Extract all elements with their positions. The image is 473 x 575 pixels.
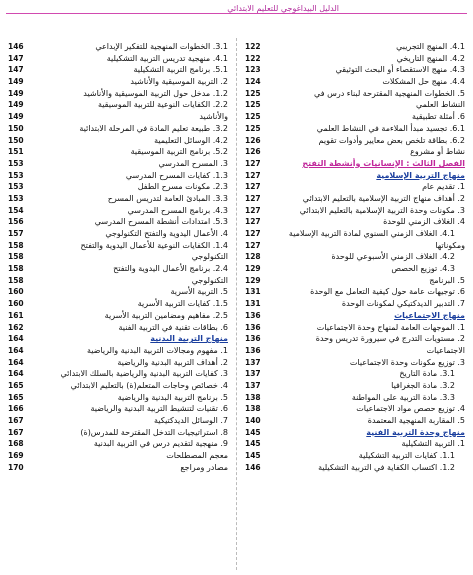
toc-entry bbox=[6, 403, 232, 415]
toc-page-number: 136 bbox=[245, 322, 261, 332]
toc-entry bbox=[243, 111, 469, 123]
toc-page-number: 149 bbox=[8, 100, 24, 110]
toc-right-column bbox=[243, 41, 469, 473]
toc-entry-title: منهاج وحدة التربية الفنية bbox=[366, 427, 465, 437]
toc-entry bbox=[6, 76, 232, 88]
toc-page-number: 125 bbox=[245, 100, 261, 110]
toc-entry-title: 4.1. المنهج التجريبي bbox=[396, 42, 465, 51]
toc-page-number: 127 bbox=[245, 229, 261, 238]
toc-entry bbox=[6, 345, 232, 357]
toc-entry bbox=[243, 275, 469, 287]
toc-entry-title: الاجتماعيات bbox=[426, 345, 465, 355]
toc-entry bbox=[243, 135, 469, 147]
toc-entry bbox=[6, 380, 232, 392]
toc-section-heading bbox=[6, 333, 232, 345]
toc-entry-title: 2. مستويات التدرج في سيرورة تدريس وحدة bbox=[315, 334, 465, 344]
toc-entry-title: 3.3. المبادئ العامة لتدريس المسرح bbox=[107, 193, 228, 203]
toc-entry bbox=[243, 146, 469, 158]
toc-page-number: 146 bbox=[8, 42, 24, 51]
toc-entry bbox=[6, 216, 232, 228]
toc-entry-title: 4.4. منهج حل المشكلات bbox=[382, 77, 465, 87]
toc-entry-title: 2. أهداف منهاج التربية الإسلامية بالتعليم الابتدائي bbox=[302, 193, 465, 203]
toc-entry bbox=[6, 88, 232, 100]
toc-entry-title: 3.1. الخطوات المنهجية للتفكير الإبداعي bbox=[95, 42, 228, 51]
toc-entry-title: 4.1. منهجية تدريس التربية التشكيلية bbox=[106, 53, 228, 63]
toc-entry bbox=[6, 228, 232, 240]
toc-entry bbox=[243, 368, 469, 380]
toc-entry bbox=[243, 263, 469, 275]
toc-page-number: 129 bbox=[245, 275, 261, 285]
toc-entry bbox=[6, 53, 232, 65]
toc-entry-title: 9. منهجية لتقديم درس في التربية البدنية bbox=[93, 439, 228, 449]
toc-entry-title: 7. الوسائل الديدكتيكية bbox=[154, 416, 228, 425]
toc-entry bbox=[243, 380, 469, 392]
toc-entry-title: والأناشيد bbox=[199, 112, 228, 122]
toc-entry-title: 5.3. امتدادات أنشطة المسرح المدرسي bbox=[94, 217, 228, 227]
toc-entry-title: 7. التدبير الديدكتيكي لمكونات الوحدة bbox=[341, 299, 465, 309]
toc-entry-title: 4.1. الغلاف الزمني السنوي لمادة التربية الإسلامية bbox=[288, 229, 455, 238]
toc-page-number: 127 bbox=[245, 205, 261, 215]
toc-entry-title: منهاج التربية الإسلامية bbox=[376, 170, 465, 180]
toc-page-number: 122 bbox=[245, 53, 261, 63]
toc-entry bbox=[6, 64, 232, 76]
toc-entry-title: 3.3. مادة التربية على المواطنة bbox=[351, 392, 455, 402]
toc-entry bbox=[243, 41, 469, 53]
toc-entry bbox=[243, 240, 469, 252]
toc-entry-title: الفصل الثالث : الإنسانيات وأنشطة التفتح bbox=[302, 158, 465, 168]
toc-entry bbox=[243, 123, 469, 135]
toc-page-number: 166 bbox=[8, 404, 24, 414]
toc-entry-title: 6. توجيهات عامة حول كيفية التعامل مع الوحدة bbox=[310, 287, 465, 297]
toc-page-number: 125 bbox=[245, 112, 261, 122]
toc-entry-title: 1.1. كفايات التربية التشكيلية bbox=[358, 451, 455, 461]
toc-entry-title: 5. المقاربة المنهجية المعتمدة bbox=[367, 416, 465, 425]
toc-entry bbox=[243, 216, 469, 228]
toc-entry-title: 6.1. تجسيد مبدأ الملاءمة في النشاط العلمي bbox=[316, 123, 465, 133]
toc-page-number: 127 bbox=[245, 182, 261, 192]
toc-entry bbox=[243, 205, 469, 217]
toc-entry-title: 2. أهداف التربية البدنية والرياضية bbox=[117, 357, 228, 367]
toc-page-number: 136 bbox=[245, 334, 261, 344]
toc-entry bbox=[6, 415, 232, 427]
toc-entry bbox=[6, 450, 232, 462]
toc-entry bbox=[243, 333, 469, 345]
toc-entry-title: 1.3. كفايات المسرح المدرسي bbox=[125, 170, 228, 180]
toc-entry bbox=[243, 53, 469, 65]
toc-entry bbox=[243, 193, 469, 205]
toc-page-number: 156 bbox=[8, 217, 24, 227]
toc-page-number: 150 bbox=[8, 135, 24, 145]
toc-page-number: 154 bbox=[8, 205, 24, 215]
toc-page-number: 160 bbox=[8, 299, 24, 309]
toc-page-number: 169 bbox=[8, 451, 24, 461]
toc-entry-title: 1. تقديم عام bbox=[422, 182, 465, 192]
toc-entry bbox=[243, 403, 469, 415]
toc-entry bbox=[6, 240, 232, 252]
toc-entry bbox=[6, 170, 232, 182]
toc-entry-title: التكنولوجي bbox=[191, 275, 228, 285]
toc-entry-title: مصادر ومراجع bbox=[180, 462, 228, 472]
toc-page-number: 153 bbox=[8, 158, 24, 168]
toc-entry bbox=[6, 357, 232, 369]
toc-entry-title: 5. برنامج التربية البدنية والرياضية bbox=[117, 392, 228, 402]
toc-entry-title: معجم المصطلحات bbox=[166, 451, 228, 461]
toc-entry-title: 1. التربية التشكيلية bbox=[401, 439, 465, 449]
toc-entry bbox=[6, 205, 232, 217]
toc-entry bbox=[243, 228, 469, 240]
toc-page-number: 164 bbox=[8, 369, 24, 379]
toc-page-number: 145 bbox=[245, 451, 261, 461]
toc-entry bbox=[6, 310, 232, 322]
toc-entry-title: 4. توزيع حصص مواد الاجتماعيات bbox=[356, 404, 465, 414]
toc-entry-title: منهاج الاجتماعيات bbox=[394, 310, 465, 320]
toc-entry-title: 5. البرنامج bbox=[429, 275, 465, 285]
toc-page-number: 136 bbox=[245, 310, 261, 320]
toc-page-number: 147 bbox=[8, 65, 24, 75]
toc-page-number: 158 bbox=[8, 240, 24, 250]
toc-page-number: 158 bbox=[8, 275, 24, 285]
toc-page-number: 145 bbox=[245, 439, 261, 449]
toc-entry bbox=[243, 415, 469, 427]
toc-page-number: 146 bbox=[245, 462, 261, 472]
toc-page-number: 149 bbox=[8, 112, 24, 122]
toc-entry bbox=[243, 286, 469, 298]
toc-entry bbox=[243, 99, 469, 111]
toc-entry bbox=[6, 193, 232, 205]
toc-entry-title: 5.2. برنامج التربية الموسيقية bbox=[130, 147, 228, 157]
toc-entry-title: 1. الموجهات العامة لمنهاج وحدة الاجتماعيات bbox=[316, 322, 465, 332]
toc-entry-title: 5.1. برنامج التربية التشكيلية bbox=[133, 65, 228, 75]
toc-entry-title: 4. الغلاف الزمني للوحدة bbox=[383, 217, 465, 227]
header-rule bbox=[6, 13, 467, 14]
toc-page-number: 138 bbox=[245, 404, 261, 414]
toc-page-number: 150 bbox=[8, 123, 24, 133]
toc-page-number: 137 bbox=[245, 380, 261, 390]
toc-entry-title: 4.2. الوسائل التعليمية bbox=[154, 135, 228, 145]
toc-page-number: 140 bbox=[245, 416, 261, 425]
toc-page-number: 122 bbox=[245, 42, 261, 51]
toc-entry bbox=[6, 251, 232, 263]
toc-entry-title: 3. المسرح المدرسي bbox=[158, 158, 228, 168]
toc-entry-title: 3. توزيع مكونات وحدة الاجتماعيات bbox=[349, 357, 465, 367]
toc-entry bbox=[243, 345, 469, 357]
toc-page-number: 136 bbox=[245, 345, 261, 355]
toc-entry-title: 3. كفايات التربية البدنية والرياضية بالسلك الابتدائي bbox=[60, 369, 228, 379]
toc-entry-title: التكنولوجي bbox=[191, 252, 228, 262]
toc-page-number: 127 bbox=[245, 193, 261, 203]
toc-entry-title: 2.5. مفاهيم ومضامين التربية الأسرية bbox=[104, 310, 228, 320]
toc-page-number: 124 bbox=[245, 77, 261, 87]
toc-page-number: 167 bbox=[8, 427, 24, 437]
toc-page-number: 158 bbox=[8, 264, 24, 274]
toc-entry-title: 4. الأعمال اليدوية والتفتح التكنولوجي bbox=[105, 229, 228, 238]
toc-page-number: 126 bbox=[245, 147, 261, 157]
toc-entry-title: 6. بطاقات تقنية في التربية الفنية bbox=[118, 322, 228, 332]
toc-entry-title: 8. استراتيجيات التدخل المقترحة للمدرس(ة) bbox=[80, 427, 228, 437]
toc-entry bbox=[6, 438, 232, 450]
toc-entry bbox=[6, 111, 232, 123]
toc-page-number: 153 bbox=[8, 182, 24, 192]
toc-entry bbox=[243, 438, 469, 450]
toc-entry-title: 4.3. منهج الاستقصاء أو البحث التوثيقي bbox=[335, 65, 465, 75]
toc-entry-title: 3. مكونات وحدة التربية الإسلامية بالتعليم الابتدائي bbox=[299, 205, 465, 215]
toc-page-number: 129 bbox=[245, 264, 261, 274]
toc-entry bbox=[6, 322, 232, 334]
toc-page-number: 125 bbox=[245, 88, 261, 98]
toc-entry bbox=[6, 41, 232, 53]
toc-entry-title: 6. تقنيات لتنشيط التربية البدنية والرياضية bbox=[90, 404, 228, 414]
toc-entry bbox=[243, 450, 469, 462]
toc-page-number: 149 bbox=[8, 77, 24, 87]
toc-entry-title: 4.2. المنهج التاريخي bbox=[396, 53, 465, 63]
toc-page-number: 160 bbox=[8, 287, 24, 297]
toc-entry bbox=[243, 88, 469, 100]
toc-entry bbox=[6, 158, 232, 170]
toc-page-number: 157 bbox=[8, 229, 24, 238]
toc-page-number: 127 bbox=[245, 217, 261, 227]
column-divider bbox=[236, 38, 237, 570]
toc-entry bbox=[243, 298, 469, 310]
toc-page-number: 162 bbox=[8, 322, 24, 332]
toc-entry-title: 1.2. مدخل حول التربية الموسيقية والأناشيد bbox=[83, 88, 228, 98]
toc-entry bbox=[243, 76, 469, 88]
toc-entry bbox=[243, 181, 469, 193]
toc-entry-title: 6.2. بطاقة تلخص بعض معايير وأدوات تقويم bbox=[318, 135, 465, 145]
toc-entry-title: 3.2. مادة الجغرافيا bbox=[391, 380, 455, 390]
toc-entry-title: منهاج التربية البدنية bbox=[150, 334, 228, 344]
toc-page-number: 164 bbox=[8, 357, 24, 367]
toc-page-number: 131 bbox=[245, 299, 261, 309]
toc-section-heading bbox=[243, 427, 469, 439]
toc-entry bbox=[6, 427, 232, 439]
toc-entry bbox=[6, 392, 232, 404]
toc-entry bbox=[6, 123, 232, 135]
toc-page-number: 127 bbox=[245, 158, 261, 168]
toc-entry-title: 4.2. الغلاف الزمني الأسبوعي للوحدة bbox=[331, 252, 455, 262]
page-header bbox=[0, 0, 473, 20]
toc-page-number: 145 bbox=[245, 427, 261, 437]
toc-entry bbox=[243, 357, 469, 369]
toc-entry-title: 2. التربية الموسيقية والأناشيد bbox=[130, 77, 228, 87]
toc-section-heading bbox=[243, 170, 469, 182]
toc-page-number: 137 bbox=[245, 369, 261, 379]
toc-entry-title: النشاط العلمي bbox=[415, 100, 465, 110]
toc-page-number: 153 bbox=[8, 193, 24, 203]
toc-entry-title: 3.2. طبيعة تعليم المادة في المرحلة الابتدائية bbox=[79, 123, 228, 133]
toc-page-number: 147 bbox=[8, 53, 24, 63]
header-title: الدليل البيداغوجي للتعليم الابتدائي bbox=[223, 4, 343, 13]
toc-entry-title: 2.3. مكونات مسرح الطفل bbox=[137, 182, 228, 192]
toc-entry-title: 5. التربية الأسرية bbox=[170, 287, 228, 297]
toc-entry bbox=[6, 368, 232, 380]
toc-entry-title: 4. خصائص وحاجات المتعلم(ة) بالتعليم الابتدائي bbox=[70, 380, 228, 390]
toc-chapter-heading bbox=[243, 158, 469, 170]
toc-page-number: 164 bbox=[8, 334, 24, 344]
toc-entry bbox=[243, 64, 469, 76]
toc-entry-title: 3.1. مادة التاريخ bbox=[399, 369, 455, 379]
toc-page-number: 137 bbox=[245, 357, 261, 367]
toc-page-number: 127 bbox=[245, 170, 261, 180]
toc-entry-title: 6. أمثلة تطبيقية bbox=[412, 112, 465, 122]
toc-section-heading bbox=[243, 310, 469, 322]
toc-entry bbox=[243, 251, 469, 263]
toc-page-number: 164 bbox=[8, 345, 24, 355]
toc-page-number: 165 bbox=[8, 392, 24, 402]
toc-entry-title: 2.2. الكفايات النوعية للتربية الموسيقية bbox=[97, 100, 228, 110]
toc-page-number: 167 bbox=[8, 416, 24, 425]
toc-entry bbox=[6, 298, 232, 310]
toc-entry-title: 4.3. برنامج المسرح المدرسي bbox=[127, 205, 228, 215]
toc-page-number: 131 bbox=[245, 287, 261, 297]
toc-page-number: 128 bbox=[245, 252, 261, 262]
toc-entry bbox=[6, 135, 232, 147]
toc-page-number: 126 bbox=[245, 135, 261, 145]
toc-page-number: 168 bbox=[8, 439, 24, 449]
toc-entry-title: 5. الخطوات المنهجية المقترحة لبناء درس في bbox=[314, 88, 465, 98]
toc-entry bbox=[6, 263, 232, 275]
toc-page-number: 125 bbox=[245, 123, 261, 133]
toc-entry-title: 1.4. الكفايات النوعية للأعمال اليدوية والتفتح bbox=[80, 240, 228, 250]
toc-entry-title: ومكوناتها bbox=[435, 240, 465, 250]
toc-page-number: 138 bbox=[245, 392, 261, 402]
toc-entry-title: 1.5. كفايات التربية الأسرية bbox=[137, 299, 228, 309]
toc-entry-title: 4.3. توزيع الحصص bbox=[391, 264, 455, 274]
toc-entry bbox=[243, 392, 469, 404]
toc-entry-title: 1. مفهوم ومجالات التربية البدنية والرياضية bbox=[86, 345, 228, 355]
toc-page-number: 153 bbox=[8, 170, 24, 180]
toc-entry bbox=[6, 275, 232, 287]
toc-entry bbox=[6, 181, 232, 193]
toc-left-column bbox=[6, 41, 232, 473]
toc-page-number: 123 bbox=[245, 65, 261, 75]
toc-entry bbox=[243, 462, 469, 474]
toc-entry bbox=[6, 99, 232, 111]
toc-entry-title: 1.2. اكتساب الكفاية في التربية التشكيلية bbox=[318, 462, 455, 472]
toc-page-number: 165 bbox=[8, 380, 24, 390]
toc-page-number: 158 bbox=[8, 252, 24, 262]
toc-page-number: 127 bbox=[245, 240, 261, 250]
toc-entry-title: 2.4. برنامج الأعمال اليدوية والتفتح bbox=[113, 264, 228, 274]
toc-entry bbox=[6, 462, 232, 474]
toc-page-number: 151 bbox=[8, 147, 24, 157]
toc-page-number: 170 bbox=[8, 462, 24, 472]
toc-entry bbox=[243, 322, 469, 334]
toc-page-number: 149 bbox=[8, 88, 24, 98]
toc-page-number: 161 bbox=[8, 310, 24, 320]
toc-entry-title: نشاط أو مشروع bbox=[410, 147, 465, 157]
toc-entry bbox=[6, 286, 232, 298]
toc-entry bbox=[6, 146, 232, 158]
